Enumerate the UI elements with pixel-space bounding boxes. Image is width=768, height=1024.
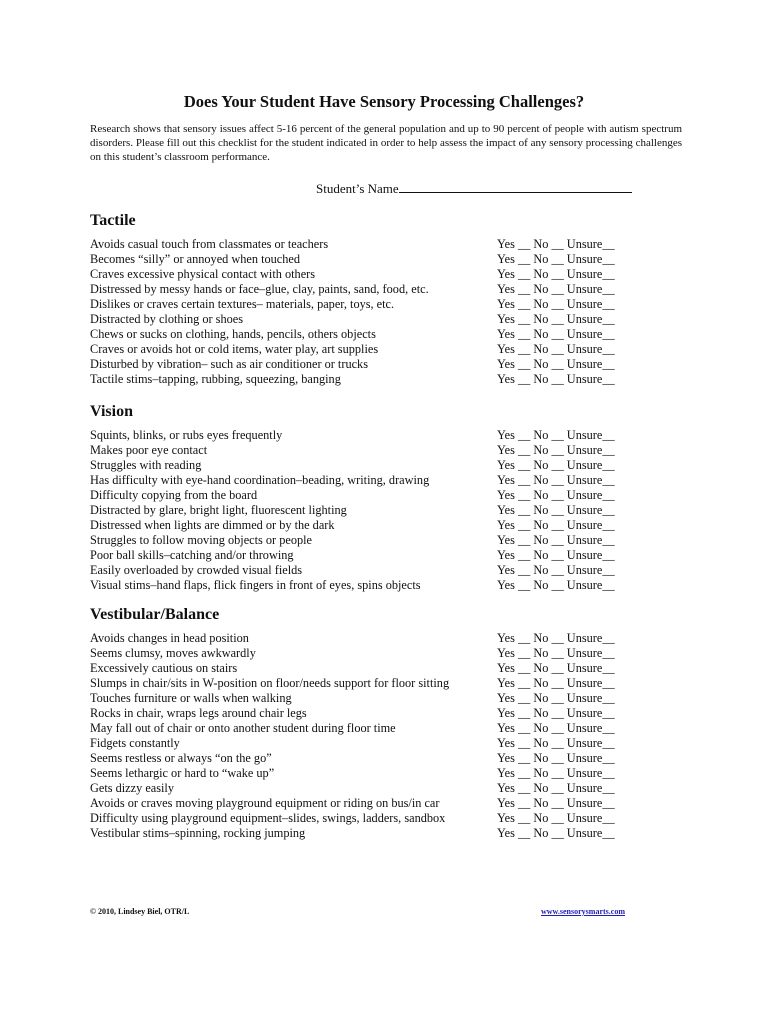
section-heading: Vision <box>90 403 133 420</box>
item-label: Struggles with reading <box>90 458 202 472</box>
item-label: Difficulty copying from the board <box>90 488 258 502</box>
item-answer-options[interactable]: Yes __ No __ Unsure__ <box>497 473 615 487</box>
checklist-item <box>90 488 650 503</box>
item-answer-options[interactable]: Yes __ No __ Unsure__ <box>497 267 615 281</box>
item-answer-options[interactable]: Yes __ No __ Unsure__ <box>497 488 615 502</box>
checklist-item <box>90 646 650 661</box>
checklist-item <box>90 428 650 443</box>
student-name-field[interactable] <box>316 180 632 197</box>
checklist-item <box>90 267 650 282</box>
item-answer-options[interactable]: Yes __ No __ Unsure__ <box>497 503 615 517</box>
item-answer-options[interactable]: Yes __ No __ Unsure__ <box>497 357 615 371</box>
item-list <box>90 428 650 593</box>
checklist-item <box>90 631 650 646</box>
item-answer-options[interactable]: Yes __ No __ Unsure__ <box>497 766 615 780</box>
checklist-item <box>90 563 650 578</box>
item-label: Squints, blinks, or rubs eyes frequently <box>90 428 283 442</box>
item-label: Touches furniture or walls when walking <box>90 691 292 705</box>
section-heading: Vestibular/Balance <box>90 606 220 623</box>
section-vestibular <box>90 605 650 841</box>
item-label: Rocks in chair, wraps legs around chair legs <box>90 706 307 720</box>
item-list <box>90 237 650 387</box>
section-vision <box>90 402 650 593</box>
footer-copyright: © 2010, Lindsey Biel, OTR/L <box>90 907 190 916</box>
item-answer-options[interactable]: Yes __ No __ Unsure__ <box>497 297 615 311</box>
item-label: May fall out of chair or onto another student during floor time <box>90 721 396 735</box>
checklist-item <box>90 766 650 781</box>
intro-paragraph: Research shows that sensory issues affect 5-16 percent of the general population and up to 90 percent of people with autism spectrum disorders. Please fill out this checklist for the student indicated in order to help assess the impact of any sensory processing challenges on this student’s classroom performance. <box>90 123 682 163</box>
item-answer-options[interactable]: Yes __ No __ Unsure__ <box>497 548 615 562</box>
item-label: Vestibular stims–spinning, rocking jumping <box>90 826 306 840</box>
checklist-item <box>90 458 650 473</box>
item-label: Slumps in chair/sits in W-position on floor/needs support for floor sitting <box>90 676 450 690</box>
page-title: Does Your Student Have Sensory Processing Challenges? <box>183 92 585 111</box>
item-answer-options[interactable]: Yes __ No __ Unsure__ <box>497 736 615 750</box>
item-label: Tactile stims–tapping, rubbing, squeezing, banging <box>90 372 341 386</box>
item-label: Fidgets constantly <box>90 736 180 750</box>
item-label: Distracted by clothing or shoes <box>90 312 243 326</box>
checklist-item <box>90 548 650 563</box>
item-answer-options[interactable]: Yes __ No __ Unsure__ <box>497 646 615 660</box>
checklist-item <box>90 721 650 736</box>
checklist-item <box>90 736 650 751</box>
item-label: Gets dizzy easily <box>90 781 175 795</box>
item-answer-options[interactable]: Yes __ No __ Unsure__ <box>497 781 615 795</box>
student-name-label: Student’s Name <box>316 181 399 196</box>
item-answer-options[interactable]: Yes __ No __ Unsure__ <box>497 578 615 592</box>
item-label: Seems lethargic or hard to “wake up” <box>90 766 275 780</box>
item-answer-options[interactable]: Yes __ No __ Unsure__ <box>497 282 615 296</box>
item-label: Avoids casual touch from classmates or teachers <box>90 237 329 251</box>
item-answer-options[interactable]: Yes __ No __ Unsure__ <box>497 751 615 765</box>
item-label: Difficulty using playground equipment–slides, swings, ladders, sandbox <box>90 811 446 825</box>
checklist-item <box>90 676 650 691</box>
checklist-item <box>90 533 650 548</box>
item-answer-options[interactable]: Yes __ No __ Unsure__ <box>497 826 615 840</box>
section-tactile <box>90 211 650 387</box>
item-answer-options[interactable]: Yes __ No __ Unsure__ <box>497 342 615 356</box>
item-label: Seems clumsy, moves awkwardly <box>90 646 256 660</box>
checklist-item <box>90 503 650 518</box>
checklist-item <box>90 342 650 357</box>
item-label: Has difficulty with eye-hand coordination–beading, writing, drawing <box>90 473 430 487</box>
item-answer-options[interactable]: Yes __ No __ Unsure__ <box>497 631 615 645</box>
item-label: Dislikes or craves certain textures– materials, paper, toys, etc. <box>90 297 395 311</box>
item-answer-options[interactable]: Yes __ No __ Unsure__ <box>497 691 615 705</box>
item-label: Avoids changes in head position <box>90 631 249 645</box>
footer-link[interactable]: www.sensorysmarts.com <box>541 907 625 916</box>
checklist-item <box>90 691 650 706</box>
item-label: Seems restless or always “on the go” <box>90 751 272 765</box>
item-label: Chews or sucks on clothing, hands, pencils, others objects <box>90 327 376 341</box>
checklist-item <box>90 473 650 488</box>
item-label: Distressed when lights are dimmed or by the dark <box>90 518 335 532</box>
item-label: Struggles to follow moving objects or people <box>90 533 312 547</box>
item-list <box>90 631 650 841</box>
checklist-item <box>90 781 650 796</box>
checklist-item <box>90 312 650 327</box>
section-heading: Tactile <box>90 212 136 229</box>
student-name-blank[interactable] <box>399 180 632 193</box>
item-answer-options[interactable]: Yes __ No __ Unsure__ <box>497 811 615 825</box>
checklist-item <box>90 796 650 811</box>
checklist-item <box>90 661 650 676</box>
checklist-item <box>90 518 650 533</box>
item-answer-options[interactable]: Yes __ No __ Unsure__ <box>497 372 615 386</box>
checklist-item <box>90 443 650 458</box>
item-label: Poor ball skills–catching and/or throwing <box>90 548 294 562</box>
item-answer-options[interactable]: Yes __ No __ Unsure__ <box>497 312 615 326</box>
checklist-item <box>90 252 650 267</box>
item-answer-options[interactable]: Yes __ No __ Unsure__ <box>497 443 615 457</box>
checklist-item <box>90 706 650 721</box>
item-answer-options[interactable]: Yes __ No __ Unsure__ <box>497 563 615 577</box>
item-label: Easily overloaded by crowded visual fields <box>90 563 303 577</box>
checklist-item <box>90 357 650 372</box>
item-answer-options[interactable]: Yes __ No __ Unsure__ <box>497 533 615 547</box>
item-label: Excessively cautious on stairs <box>90 661 238 675</box>
checklist-item <box>90 372 650 387</box>
item-answer-options[interactable]: Yes __ No __ Unsure__ <box>497 458 615 472</box>
item-label: Disturbed by vibration– such as air conditioner or trucks <box>90 357 368 371</box>
item-label: Distracted by glare, bright light, fluorescent lighting <box>90 503 347 517</box>
checklist-item <box>90 297 650 312</box>
item-answer-options[interactable]: Yes __ No __ Unsure__ <box>497 721 615 735</box>
item-label: Craves excessive physical contact with others <box>90 267 316 281</box>
item-label: Visual stims–hand flaps, flick fingers in front of eyes, spins objects <box>90 578 421 592</box>
checklist-item <box>90 826 650 841</box>
item-answer-options[interactable]: Yes __ No __ Unsure__ <box>497 796 615 810</box>
item-answer-options[interactable]: Yes __ No __ Unsure__ <box>497 706 615 720</box>
checklist-item <box>90 327 650 342</box>
item-label: Becomes “silly” or annoyed when touched <box>90 252 301 266</box>
checklist-item <box>90 751 650 766</box>
item-label: Craves or avoids hot or cold items, water play, art supplies <box>90 342 379 356</box>
item-answer-options[interactable]: Yes __ No __ Unsure__ <box>497 676 615 690</box>
item-label: Makes poor eye contact <box>90 443 208 457</box>
checklist-item <box>90 282 650 297</box>
item-answer-options[interactable]: Yes __ No __ Unsure__ <box>497 428 615 442</box>
item-answer-options[interactable]: Yes __ No __ Unsure__ <box>497 327 615 341</box>
item-label: Distressed by messy hands or face–glue, clay, paints, sand, food, etc. <box>90 282 429 296</box>
checklist-item <box>90 578 650 593</box>
item-answer-options[interactable]: Yes __ No __ Unsure__ <box>497 518 615 532</box>
checklist-item <box>90 237 650 252</box>
item-answer-options[interactable]: Yes __ No __ Unsure__ <box>497 661 615 675</box>
checklist-item <box>90 811 650 826</box>
item-label: Avoids or craves moving playground equipment or riding on bus/in car <box>90 796 440 810</box>
item-answer-options[interactable]: Yes __ No __ Unsure__ <box>497 252 615 266</box>
item-answer-options[interactable]: Yes __ No __ Unsure__ <box>497 237 615 251</box>
